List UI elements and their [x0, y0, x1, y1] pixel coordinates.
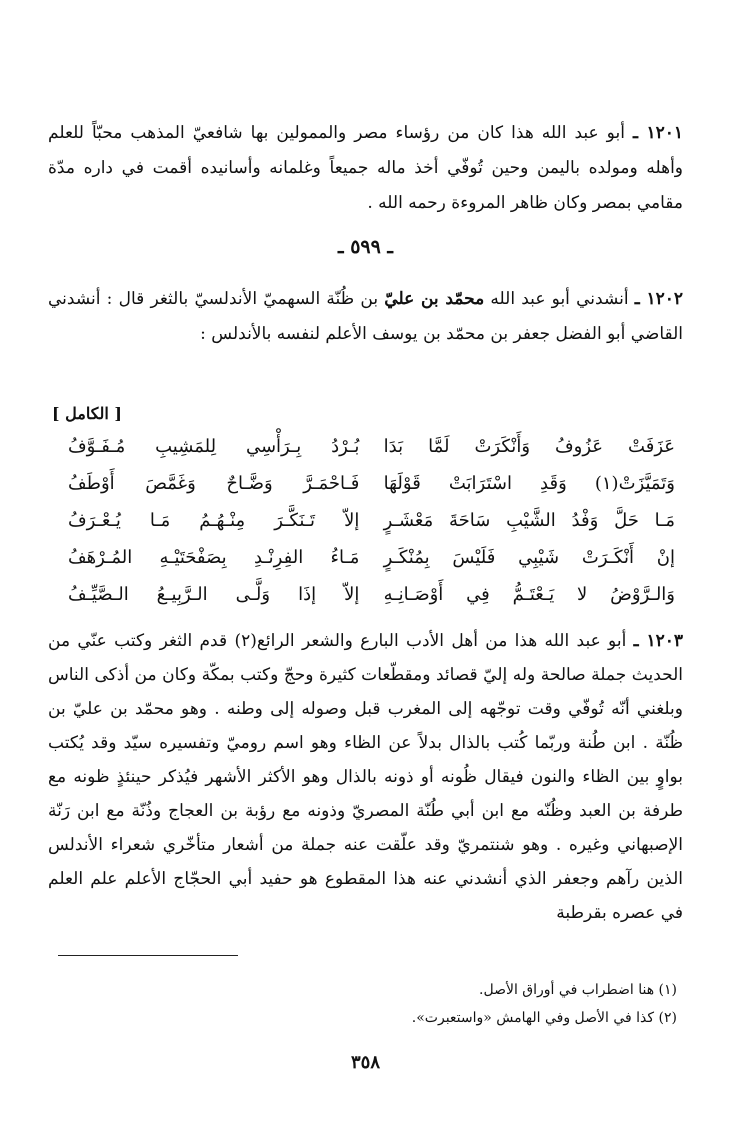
- entry-1201: [48, 116, 683, 221]
- verse-first-hemistich: عَزَفَتْ عَزُوفُ وَأَنْكَرَتْ لَمَّا بَدَا: [383, 436, 675, 457]
- poem: [68, 428, 675, 613]
- footnote: (١) هنا اضطراب في أوراق الأصل.: [479, 982, 677, 998]
- poem-verse: [68, 428, 675, 465]
- footnote: (٢) كذا في الأصل وفي الهامش «واستعبرت».: [411, 1010, 677, 1026]
- verse-first-hemistich: وَتَمَيَّزَتْ(١) وَقَدِ اسْتَرَابَتْ قَوْلَهَا: [383, 473, 675, 494]
- person-name: محمّد بن عليّ: [384, 289, 485, 309]
- entry-1203: [48, 624, 683, 930]
- verse-first-hemistich: مَـا حَلَّ وَفْدُ الشَّيْبِ سَاحَةَ مَعْشَـرٍ: [383, 510, 675, 531]
- poem-verse: [68, 465, 675, 502]
- entry-text-before: أنشدني أبو عبد الله: [490, 289, 629, 309]
- verse-second-hemistich: بُـرْدُ بِـرَأْسِي لِلمَشِيبِ مُـفَـوَّفُ: [68, 436, 360, 457]
- entry-number: ١٢٠١ ـ: [632, 123, 683, 143]
- entry-number: ١٢٠٢ ـ: [634, 289, 684, 309]
- poem-verse: [68, 539, 675, 576]
- page-number: ٣٥٨: [350, 1052, 380, 1073]
- verse-second-hemistich: مَـاءُ الفِرِنْـدِ بِصَفْحَتَيْـهِ المُـرْهَفُ: [68, 547, 360, 568]
- verse-second-hemistich: إلاّ إذَا وَلَّـى الـرَّبِيـعُ الـصَّيِّـفُ: [68, 584, 360, 605]
- footnote-divider: [58, 955, 238, 956]
- poem-verse: [68, 576, 675, 613]
- entry-text-after: بن ظُنّة السهميّ الأندلسيّ بالثغر قال : أنشدني القاضي أبو الفضل جعفر بن محمّد بن يوسف الأعلم لنفسه بالأندلس :: [48, 289, 683, 344]
- section-number: ـ ٥٩٩ ـ: [338, 236, 393, 258]
- verse-second-hemistich: إلاّ تَـنَكَّـرَ مِنْـهُـمُ مَـا يُـعْـرَفُ: [68, 510, 360, 531]
- entry-1202: [48, 282, 683, 352]
- verse-first-hemistich: وَالـرَّوْضُ لا يَـعْتَـمُّ فِي أَوْصَـانِـهِ: [383, 584, 675, 605]
- verse-first-hemistich: إنْ أَنْكَـرَتْ شَيْبِي فَلَيْسَ بِمُنْكَـرٍ: [383, 547, 675, 568]
- entry-text: أبو عبد الله هذا من أهل الأدب البارع والشعر الرائع(٢) قدم الثغر وكتب عنّي من الحديث جملة صالحة وله إليّ قصائد ومقطّعات كثيرة وحجّ وكتب بمكّة وكان من أذكى الناس وبلغني أنّه تُوفّي وقت توجّهه إلى المغرب قبل وصوله إلى وطنه . وهو محمّد بن عليّ بن ظُنّة . ابن طُنة وربّما كُتب بالذال بدلاً عن الظاء وهو اسم روميّ وتفسيره سيّد وقد يُكتب بواوٍ بين الظاء والنون فيقال ظُونه أو ذونه بالذال وهو الأكثر الأشهر فيُذكر حينئذٍ ظونه مع طرفة بن العبد وظُنّه مع ابن أبي طُنّة المصريّ وذونه مع رؤبة بن العجاج وذُنّة مع ابن رَنّة الإصبهاني وغيره . وهو شنتمريّ وقد علّقت عنه جملة من أشعار متأخّري شعراء الأندلس الذين رآهم وجعفر الذي أنشدني عنه هذا المقطوع هو حفيد أبي الحجّاج الأعلم علم العلم في عصره بقرطبة: [48, 631, 683, 923]
- poem-verse: [68, 502, 675, 539]
- entry-number: ١٢٠٣ ـ: [633, 631, 683, 651]
- poem-meter-label: [ الكامل ]: [52, 404, 122, 423]
- entry-text: أبو عبد الله هذا كان من رؤساء مصر والممولين بها شافعيّ المذهب محبّاً للعلم وأهله ومولده باليمن وحين تُوفّي أخذ ماله جميعاً وغلمانه وأسانيده أقمت في داره مدّة مقامي بمصر وكان ظاهر المروءة رحمه الله .: [48, 123, 683, 213]
- verse-second-hemistich: فَـاحْمَـرَّ وَضَّـاحٌ وَغَمَّصَ أَوْطَفُ: [68, 473, 360, 494]
- footnotes: [60, 976, 677, 1032]
